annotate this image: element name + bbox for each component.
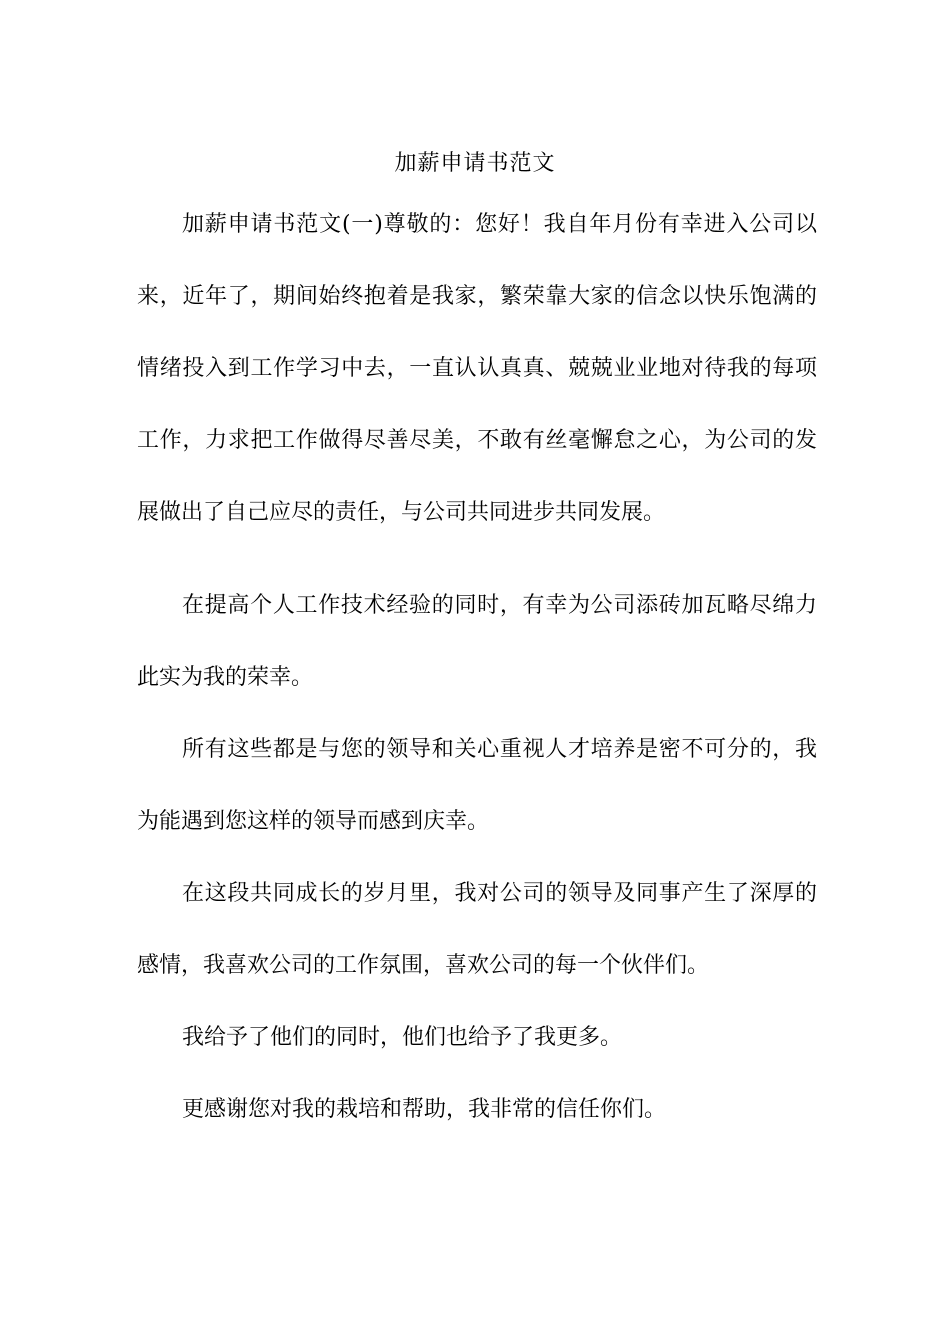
paragraph: 所有这些都是与您的领导和关心重视人才培养是密不可分的，我为能遇到您这样的领导而感到庆幸。: [137, 737, 817, 834]
paragraph: 加薪申请书范文(一)尊敬的：您好！我自年月份有幸进入公司以来，近年了，期间始终抱着是我家，繁荣靠大家的信念以快乐饱满的情绪投入到工作学习中去，一直认认真真、兢兢业业地对待我的每项工作，力求把工作做得尽善尽美，不敢有丝毫懈怠之心，为公司的发展做出了自己应尽的责任，与公司共同进步共同发展。: [137, 212, 817, 525]
paragraph: 在提高个人工作技术经验的同时，有幸为公司添砖加瓦略尽绵力此实为我的荣幸。: [137, 593, 817, 690]
paragraph: 在这段共同成长的岁月里，我对公司的领导及同事产生了深厚的感情，我喜欢公司的工作氛围，喜欢公司的每一个伙伴们。: [137, 881, 817, 978]
document-title: 加薪申请书范文: [394, 151, 556, 176]
paragraph: 我给予了他们的同时，他们也给予了我更多。: [182, 1025, 623, 1050]
paragraph: 更感谢您对我的栽培和帮助，我非常的信任你们。: [182, 1097, 667, 1122]
